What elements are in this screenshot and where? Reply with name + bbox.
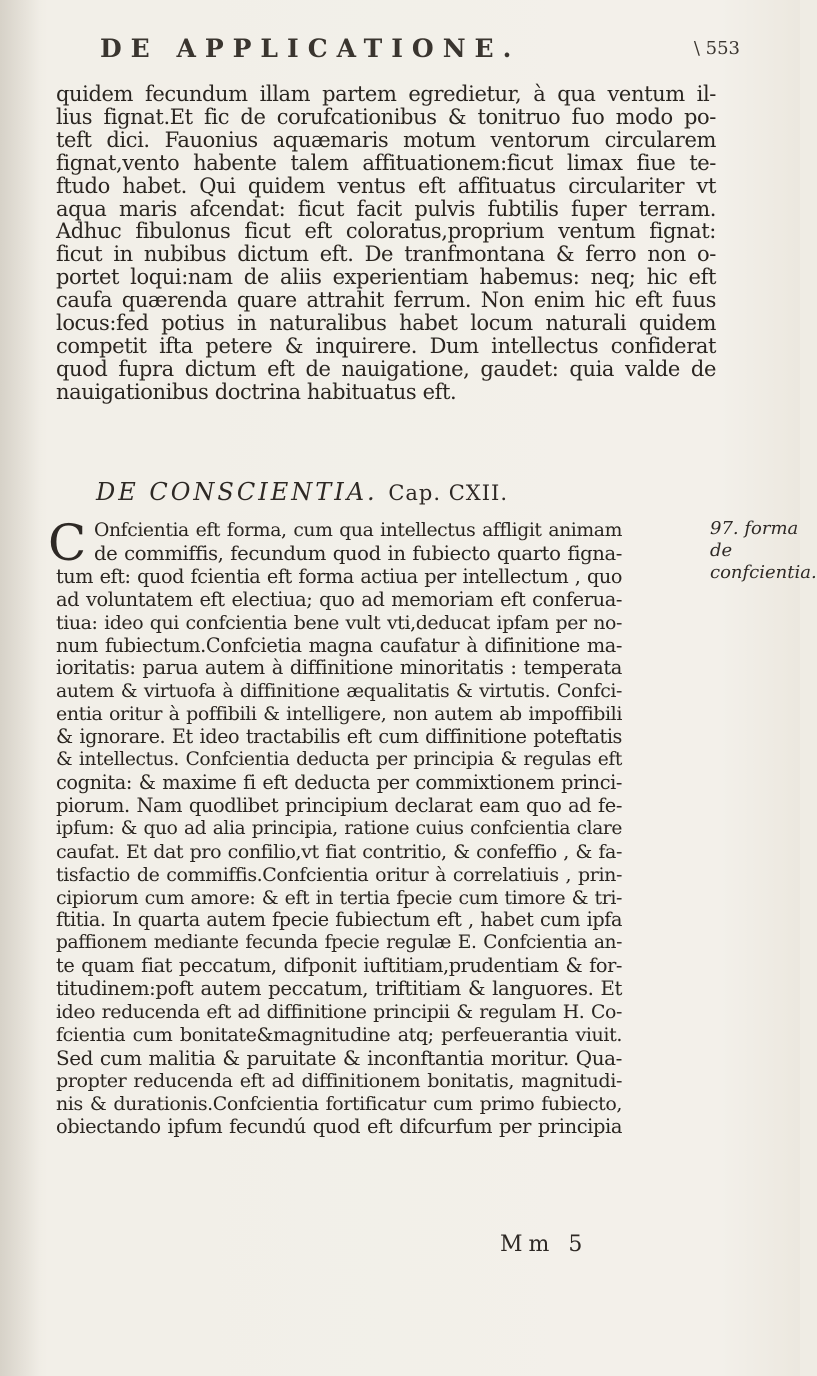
- text-line: fcientia cum bonitate&magnitudine atq; perfeuerantia viuit.: [56, 1023, 622, 1046]
- text-line: fignat,vento habente talem affituationem:ficut limax fiue te-: [56, 150, 716, 175]
- text-line: Onfcientia eft forma, cum qua intellectus affligit animam: [94, 520, 622, 541]
- drop-capital: C: [48, 514, 87, 572]
- text-line: piorum. Nam quodlibet principium declarat eam quo ad fe-: [56, 793, 622, 817]
- text-line: entia oritur à poffibili & intelligere, non autem ab impoffibili: [56, 703, 622, 726]
- text-line: obiectando ipfum fecundú quod eft difcurfum per principia: [56, 1114, 622, 1138]
- text-line: titudinem:poft autem peccatum, triftitiam & languores. Et: [56, 977, 622, 1001]
- text-line: aqua maris afcendat: ficut facit pulvis fubtilis fuper terram.: [56, 196, 716, 221]
- margin-note-text: forma de confcientia.: [710, 518, 817, 583]
- text-line: tum eft: quod fcientia eft forma actiua per intellectum , quo: [56, 564, 622, 588]
- text-line: locus:fed potius in naturalibus habet locum naturali quidem: [56, 311, 716, 336]
- chapter-heading: [96, 478, 508, 506]
- text-line: ideo reducenda eft ad diffinitione principii & regulam H. Co-: [56, 1001, 622, 1024]
- paragraph-conscience: [48, 514, 622, 1138]
- text-line: num fubiectum.Confcietia magna caufatur à difinitione ma-: [56, 633, 622, 657]
- text-line: caufat. Et dat pro confilio,vt fiat contritio, & confeffio , & fa-: [56, 840, 622, 863]
- text-line: ad voluntatem eft electiua; quo ad memoriam eft conferua-: [56, 587, 622, 611]
- text-line: propter reducenda eft ad diffinitionem bonitatis, magnitudi-: [56, 1068, 622, 1092]
- text-line: quod fupra dictum eft de nauigatione, gaudet: quia valde de: [56, 356, 716, 381]
- margin-note: [710, 518, 817, 584]
- text-line: ioritatis: parua autem à diffinitione minoritatis : temperata: [56, 656, 622, 680]
- text-line: ftitia. In quarta autem fpecie fubiectum eft , habet cum ipfa: [56, 908, 622, 932]
- margin-note-number: 97.: [710, 518, 739, 539]
- text-line: ipfum: & quo ad alia principia, ratione cuius confcientia clare: [56, 817, 622, 839]
- running-title: DE APPLICATIONE.: [100, 34, 521, 63]
- text-line: teft dici. Fauonius aquæmaris motum ventorum circularem: [56, 127, 716, 152]
- text-line: tiua: ideo qui confcientia bene vult vti,deducat ipfam per no-: [56, 611, 622, 634]
- text-line: cognita: & maxime fi eft deducta per commixtionem princi-: [56, 770, 622, 794]
- text-line: de commiffis, fecundum quod in fubiecto quarto figna-: [94, 541, 622, 565]
- chapter-number: Cap. CXII.: [388, 481, 508, 505]
- signature-mark: Mm 5: [500, 1232, 589, 1257]
- text-line: paffionem mediante fecunda fpecie regulæ E. Confcientia an-: [56, 932, 622, 954]
- text-line: portet loqui:nam de aliis experientiam habemus: neq; hic eft: [56, 265, 716, 290]
- text-line: & intellectus. Confcientia deducta per principia & regulas eft: [56, 749, 622, 771]
- text-line: ftudo habet. Qui quidem ventus eft affituatus circulariter vt: [56, 173, 716, 198]
- text-line: competit ifta petere & inquirere. Dum intellectus confiderat: [56, 333, 716, 358]
- text-line: cipiorum cum amore: & eft in tertia fpecie cum timore & tri-: [56, 886, 622, 909]
- text-line: nis & durationis.Confcientia fortificatur cum primo fubiecto,: [56, 1092, 622, 1115]
- text-line: lius fignat.Et fic de corufcationibus & tonitruo fuo modo po-: [56, 104, 716, 129]
- page-number: \ 553: [693, 38, 740, 59]
- chapter-title: DE CONSCIENTIA.: [96, 478, 378, 506]
- text-line: caufa quærenda quare attrahit ferrum. Non enim hic eft fuus: [56, 288, 716, 313]
- text-line: autem & virtuofa à diffinitione æqualitatis & virtutis. Confci-: [56, 680, 622, 703]
- page-gutter-shadow: [0, 0, 40, 1376]
- text-line: ficut in nubibus dictum eft. De tranfmontana & ferro non o-: [56, 242, 716, 267]
- text-line: Adhuc fibulonus ficut eft coloratus,proprium ventum fignat:: [56, 219, 716, 244]
- text-line: tisfactio de commiffis.Confcientia oritur à correlatiuis , prin-: [56, 863, 622, 886]
- text-line: quidem fecundum illam partem egredietur, à qua ventum il-: [56, 82, 716, 106]
- text-line: te quam fiat peccatum, difponit iuftitiam,prudentiam & for-: [56, 954, 622, 978]
- paragraph-wind: [56, 83, 716, 404]
- text-line: Sed cum malitia & paruitate & inconftantia moritur. Qua-: [56, 1045, 622, 1070]
- text-line: & ignorare. Et ideo tractabilis eft cum diffinitione poteftatis: [56, 725, 622, 749]
- text-line: nauigationibus doctrina habituatus eft.: [56, 379, 457, 404]
- page-header: [100, 34, 760, 74]
